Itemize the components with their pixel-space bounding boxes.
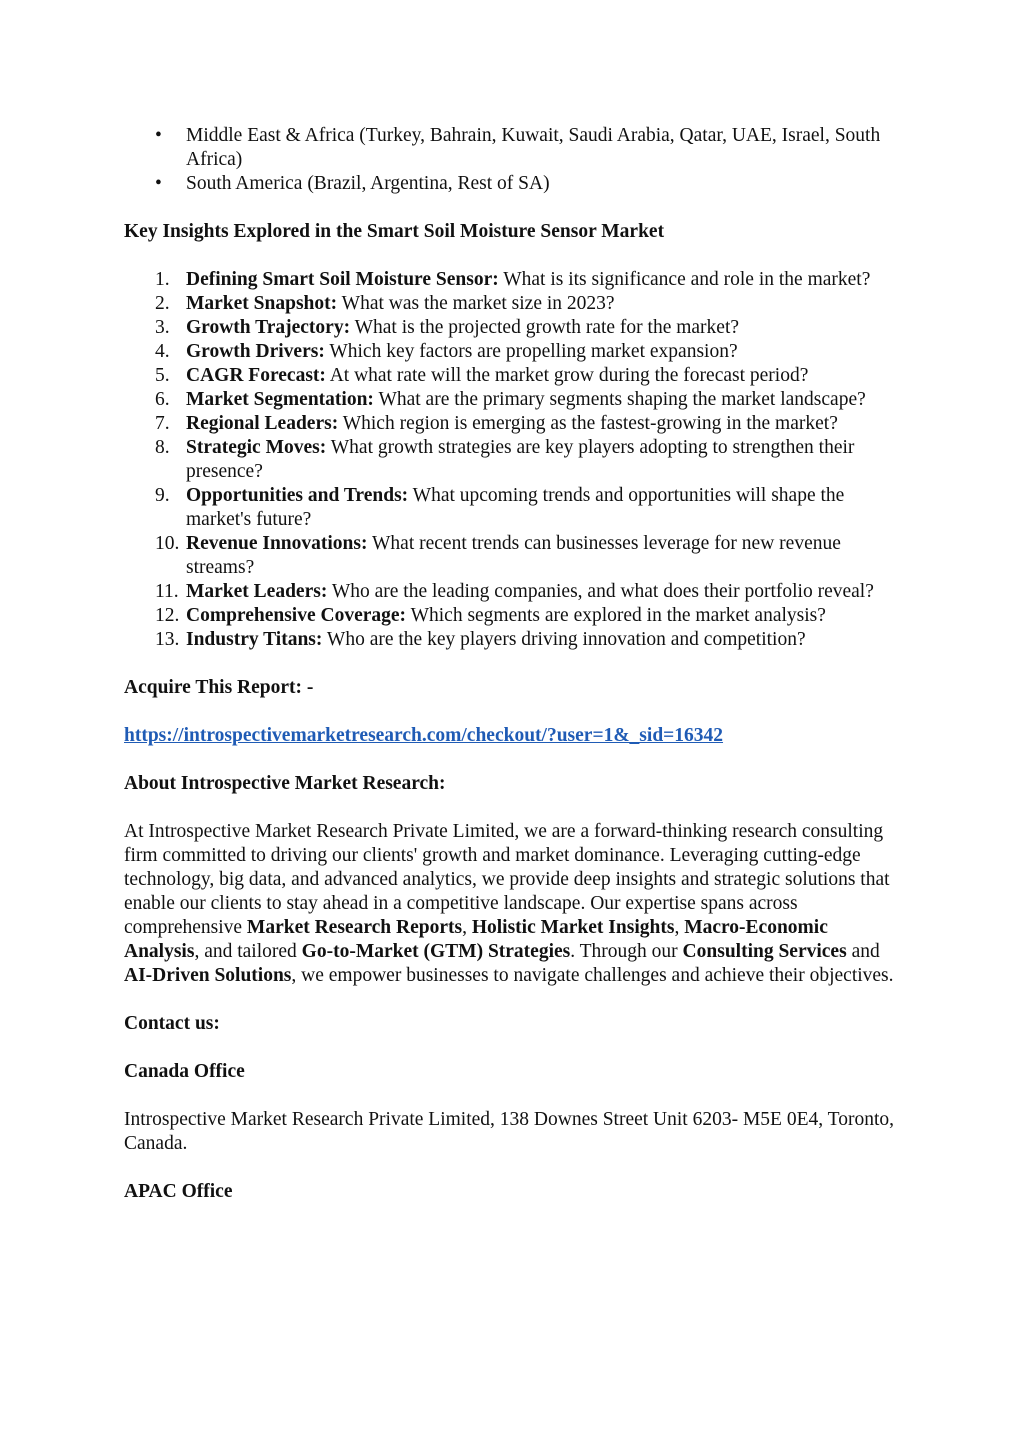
about-paragraph [124, 820, 904, 988]
bullet-icon: • [155, 125, 162, 146]
list-item [124, 124, 904, 172]
item-number: 5. [155, 365, 170, 386]
item-number: 10. [155, 533, 180, 554]
acquire-link-paragraph [124, 724, 904, 748]
list-item [124, 316, 904, 340]
apac-office-heading: APAC Office [124, 1181, 233, 1202]
item-number: 8. [155, 437, 170, 458]
item-title: Revenue Innovations: [186, 533, 368, 554]
about-bold: Consulting Services [682, 941, 847, 962]
canada-address: Introspective Market Research Private Limited, 138 Downes Street Unit 6203- M5E 0E4, Toronto, Canada. [124, 1109, 894, 1154]
item-text: What recent trends can businesses leverage for new revenue streams? [186, 533, 841, 578]
item-text: What is the projected growth rate for the market? [350, 317, 740, 338]
region-text: Middle East & Africa (Turkey, Bahrain, Kuwait, Saudi Arabia, Qatar, UAE, Israel, South Africa) [186, 125, 881, 170]
item-title: Regional Leaders: [186, 413, 339, 434]
about-bold: AI-Driven Solutions [124, 965, 292, 986]
list-item [124, 388, 904, 412]
list-item [124, 484, 904, 532]
list-item [124, 532, 904, 580]
list-item [124, 292, 904, 316]
contact-heading: Contact us: [124, 1013, 220, 1034]
item-title: Comprehensive Coverage: [186, 605, 407, 626]
item-text: What growth strategies are key players adopting to strengthen their presence? [186, 437, 855, 482]
list-item [124, 628, 904, 652]
region-list [124, 124, 904, 196]
item-number: 9. [155, 485, 170, 506]
about-heading: About Introspective Market Research: [124, 773, 446, 794]
checkout-link[interactable]: https://introspectivemarketresearch.com/checkout/?user=1&_sid=16342 [124, 725, 724, 746]
item-title: Market Snapshot: [186, 293, 338, 314]
acquire-heading: Acquire This Report: - [124, 677, 314, 698]
item-title: Market Segmentation: [186, 389, 374, 410]
list-item [124, 172, 904, 196]
item-title: Opportunities and Trends: [186, 485, 409, 506]
region-text: South America (Brazil, Argentina, Rest of SA) [186, 173, 550, 194]
item-text: Who are the key players driving innovation and competition? [322, 629, 806, 650]
list-item [124, 364, 904, 388]
about-bold: Macro-Economic Analysis [124, 917, 828, 962]
item-text: At what rate will the market grow during the forecast period? [325, 365, 809, 386]
item-title: CAGR Forecast: [186, 365, 326, 386]
item-number: 4. [155, 341, 170, 362]
item-text: What was the market size in 2023? [337, 293, 615, 314]
list-item [124, 412, 904, 436]
about-text: and [846, 941, 880, 962]
item-text: What is its significance and role in the market? [498, 269, 871, 290]
insights-list [124, 268, 904, 652]
about-text: At Introspective Market Research Private Limited, we are a forward-thinking research consulting firm committed to driving our clients' growth and market dominance. Leveraging cutting-edge technology, big data, and advanced analytics, we provide deep insights and strategic solutions that enable our clients to stay ahead in a competitive landscape. Our expertise spans across comprehensive [124, 821, 890, 938]
about-bold: Market Research Reports [246, 917, 463, 938]
about-text: , we empower businesses to navigate challenges and achieve their objectives. [291, 965, 894, 986]
item-title: Growth Trajectory: [186, 317, 351, 338]
item-number: 6. [155, 389, 170, 410]
item-text: Which segments are explored in the market analysis? [406, 605, 826, 626]
item-text: Which key factors are propelling market expansion? [324, 341, 738, 362]
item-number: 2. [155, 293, 170, 314]
list-item [124, 580, 904, 604]
list-item [124, 268, 904, 292]
about-text: , [462, 917, 472, 938]
about-bold: Holistic Market Insights [471, 917, 675, 938]
item-title: Defining Smart Soil Moisture Sensor: [186, 269, 499, 290]
about-text: , and tailored [194, 941, 302, 962]
item-number: 7. [155, 413, 170, 434]
bullet-icon: • [155, 173, 162, 194]
item-text: What upcoming trends and opportunities will shape the market's future? [186, 485, 845, 530]
item-number: 13. [155, 629, 180, 650]
item-text: Which region is emerging as the fastest-growing in the market? [338, 413, 838, 434]
item-number: 1. [155, 269, 170, 290]
item-number: 12. [155, 605, 180, 626]
item-title: Market Leaders: [186, 581, 328, 602]
item-title: Growth Drivers: [186, 341, 325, 362]
item-text: What are the primary segments shaping the market landscape? [373, 389, 866, 410]
list-item [124, 436, 904, 484]
item-number: 3. [155, 317, 170, 338]
item-number: 11. [155, 581, 179, 602]
about-bold: Go-to-Market (GTM) Strategies [301, 941, 571, 962]
item-title: Strategic Moves: [186, 437, 327, 458]
list-item [124, 340, 904, 364]
item-text: Who are the leading companies, and what does their portfolio reveal? [327, 581, 874, 602]
about-text: . Through our [570, 941, 683, 962]
insights-heading: Key Insights Explored in the Smart Soil Moisture Sensor Market [124, 221, 665, 242]
item-title: Industry Titans: [186, 629, 323, 650]
list-item [124, 604, 904, 628]
page-content [124, 124, 904, 1204]
about-text: , [674, 917, 685, 938]
canada-office-heading: Canada Office [124, 1061, 245, 1082]
